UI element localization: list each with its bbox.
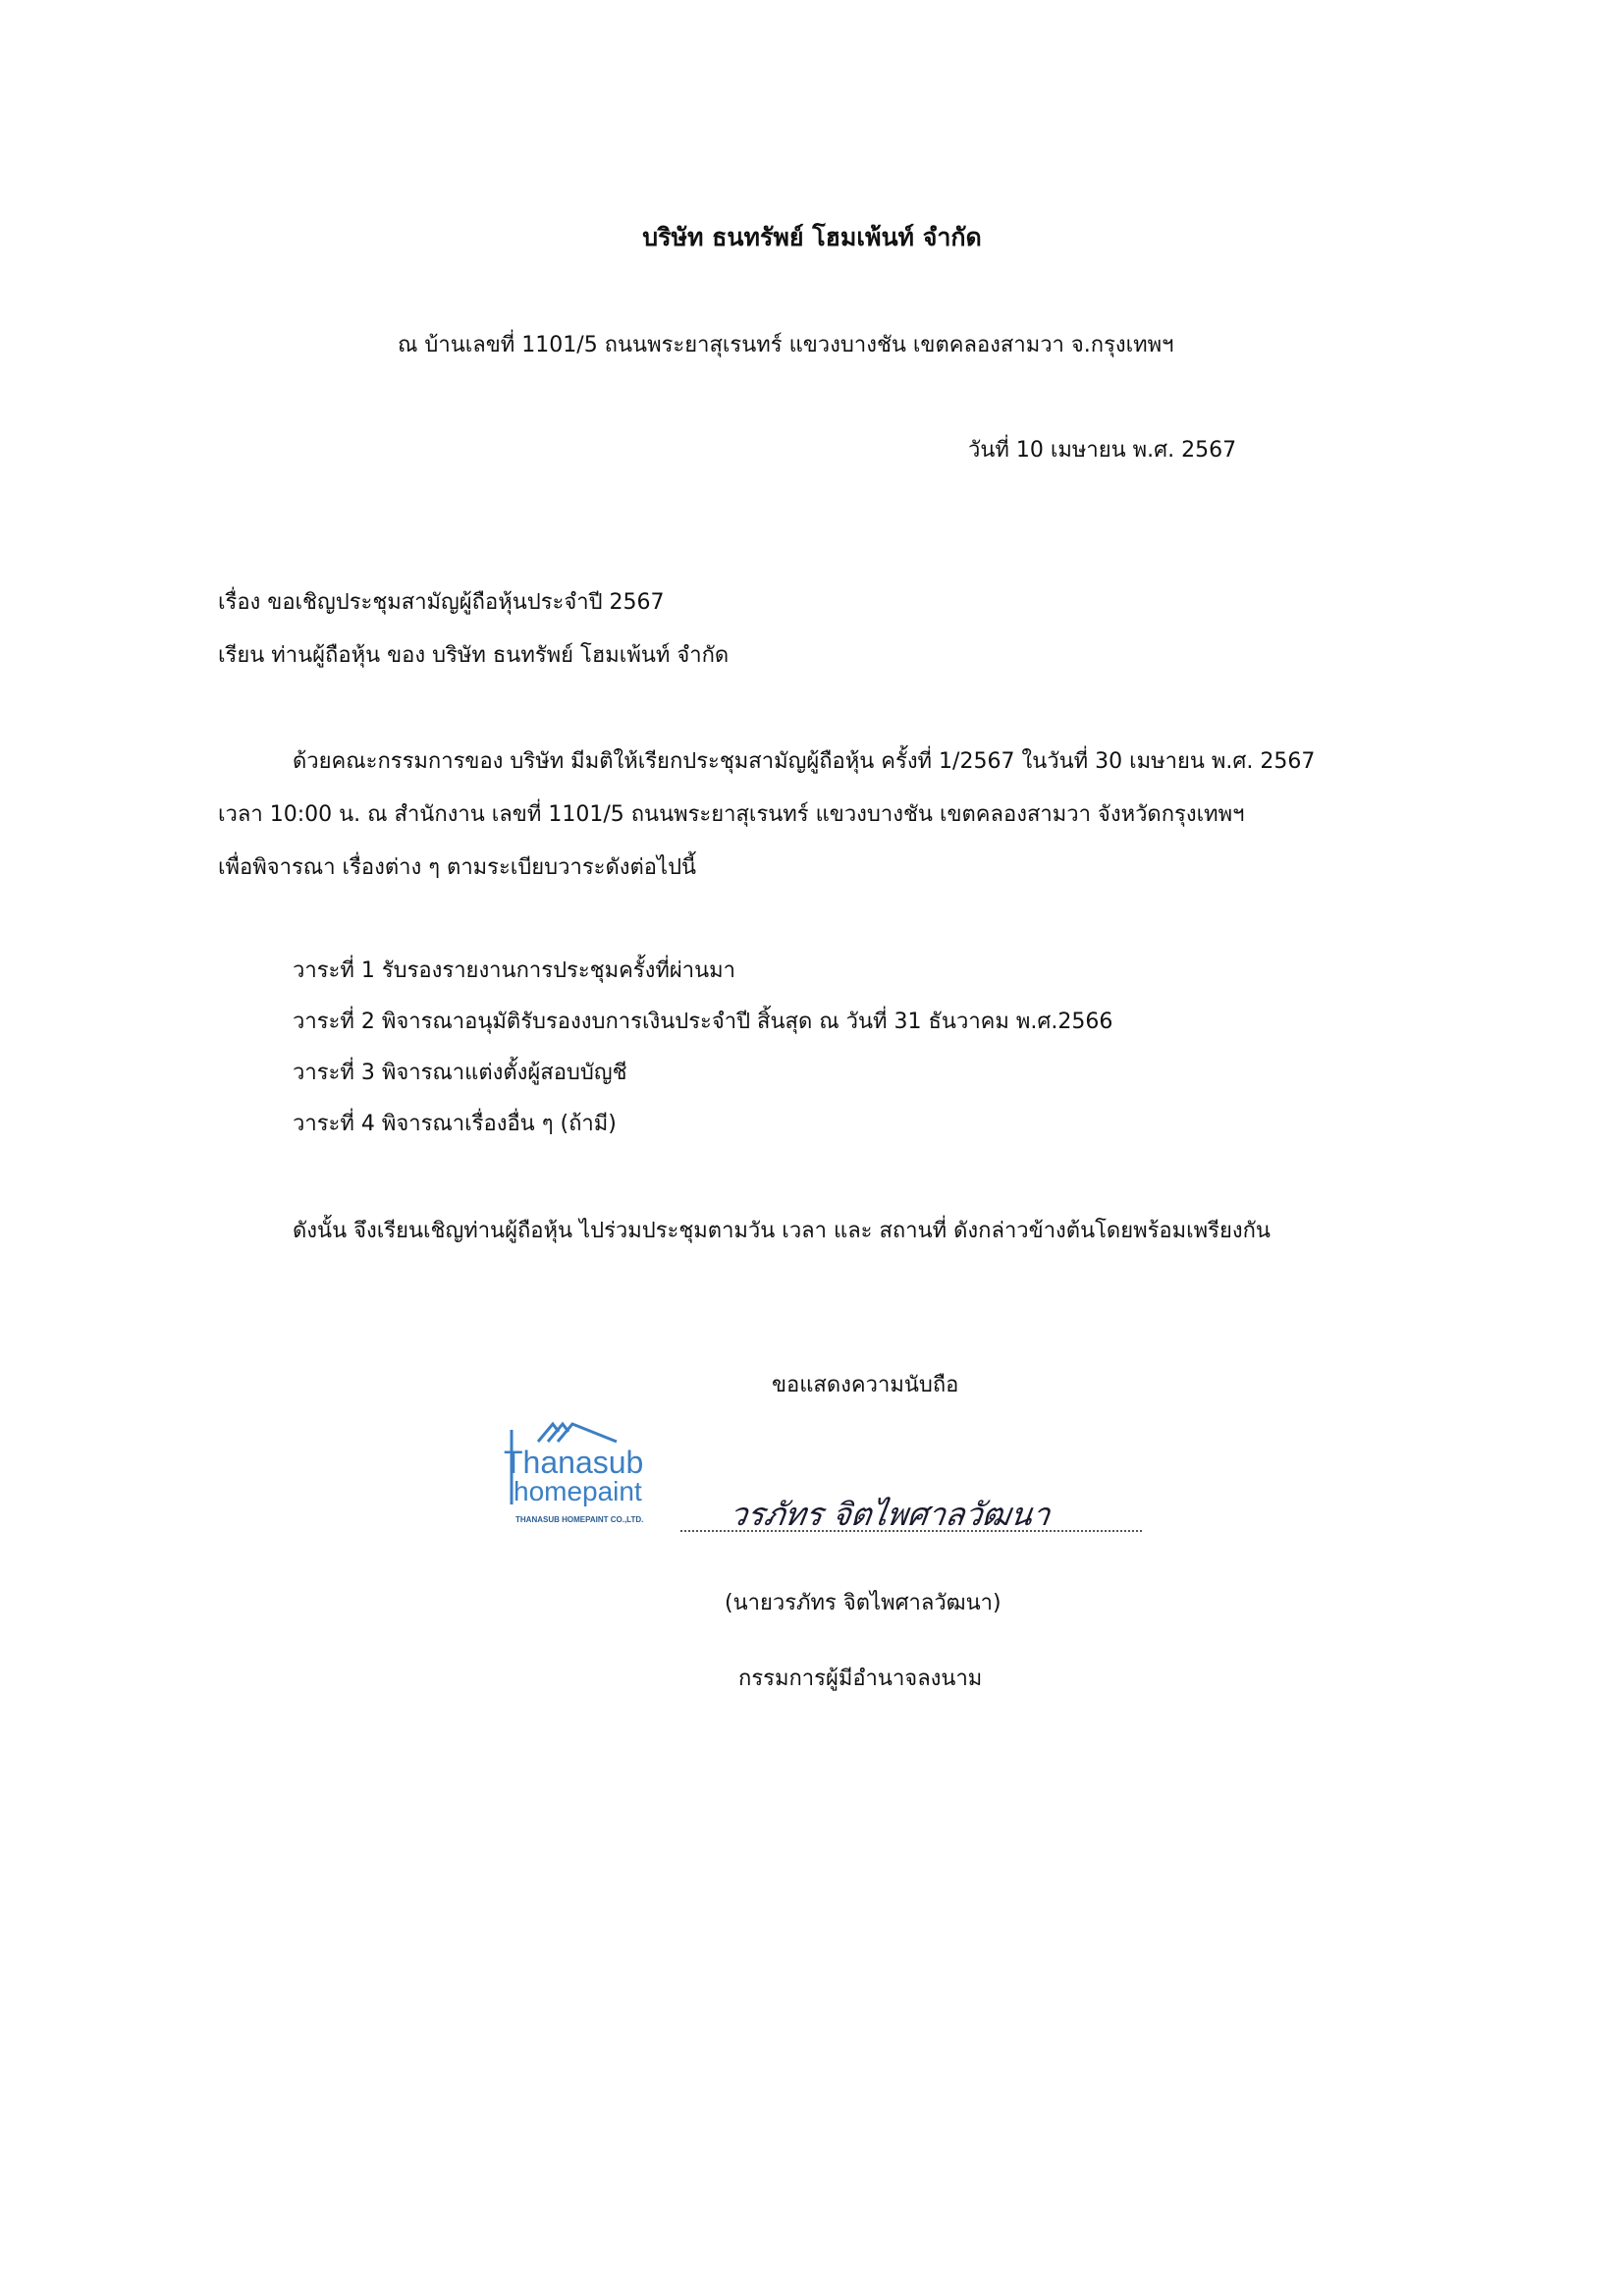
closing-paragraph: ดังนั้น จึงเรียนเชิญท่านผู้ถือหุ้น ไปร่วมประชุมตามวัน เวลา และ สถานที่ ดังกล่าวข้างต้นโดยพร้อมเพรียงกัน bbox=[293, 1219, 1271, 1243]
company-logo-stamp bbox=[494, 1416, 690, 1534]
regards-text: ขอแสดงความนับถือ bbox=[772, 1373, 959, 1397]
paragraph-line: ด้วยคณะกรรมการของ บริษัท มีมติให้เรียกประชุมสามัญผู้ถือหุ้น ครั้งที่ 1/2567 ในวันที่ 30 เมษายน พ.ศ. 2567 bbox=[293, 749, 1316, 774]
logo-text-line2: homepaint bbox=[514, 1476, 642, 1506]
signature-line bbox=[680, 1530, 1142, 1532]
letter-subject: เรื่อง ขอเชิญประชุมสามัญผู้ถือหุ้นประจำปี 2567 bbox=[218, 590, 665, 615]
paragraph-line: เวลา 10:00 น. ณ สำนักงาน เลขที่ 1101/5 ถนนพระยาสุเรนทร์ แขวงบางชัน เขตคลองสามวา จังหวัดกรุงเทพฯ bbox=[218, 802, 1245, 827]
letter-date: วันที่ 10 เมษายน พ.ศ. 2567 bbox=[968, 438, 1237, 463]
company-title: บริษัท ธนทรัพย์ โฮมเพ้นท์ จำกัด bbox=[642, 223, 982, 251]
logo-text-line3: THANASUB HOMEPAINT CO.,LTD. bbox=[515, 1515, 644, 1524]
signer-name: (นายวรภัทร จิตไพศาลวัฒนา) bbox=[725, 1591, 1001, 1615]
logo-text-line1: Thanasub bbox=[504, 1445, 644, 1480]
agenda-item: วาระที่ 4 พิจารณาเรื่องอื่น ๆ (ถ้ามี) bbox=[293, 1112, 617, 1136]
agenda-item: วาระที่ 2 พิจารณาอนุมัติรับรองงบการเงินประจำปี สิ้นสุด ณ วันที่ 31 ธันวาคม พ.ศ.2566 bbox=[293, 1010, 1113, 1034]
agenda-item: วาระที่ 3 พิจารณาแต่งตั้งผู้สอบบัญชี bbox=[293, 1061, 627, 1085]
agenda-item: วาระที่ 1 รับรองรายงานการประชุมครั้งที่ผ่านมา bbox=[293, 958, 736, 983]
signer-title: กรรมการผู้มีอำนาจลงนาม bbox=[738, 1667, 983, 1691]
handwritten-signature bbox=[727, 1482, 1119, 1541]
paragraph-line: เพื่อพิจารณา เรื่องต่าง ๆ ตามระเบียบวาระดังต่อไปนี้ bbox=[218, 855, 697, 880]
logo-graphic bbox=[494, 1416, 690, 1534]
svg-text:วรภัทร จิตไพศาลวัฒนา: วรภัทร จิตไพศาลวัฒนา bbox=[727, 1496, 1053, 1533]
letter-recipient: เรียน ท่านผู้ถือหุ้น ของ บริษัท ธนทรัพย์ โฮมเพ้นท์ จำกัด bbox=[218, 643, 730, 668]
company-address: ณ บ้านเลขที่ 1101/5 ถนนพระยาสุเรนทร์ แขวงบางชัน เขตคลองสามวา จ.กรุงเทพฯ bbox=[398, 333, 1174, 357]
